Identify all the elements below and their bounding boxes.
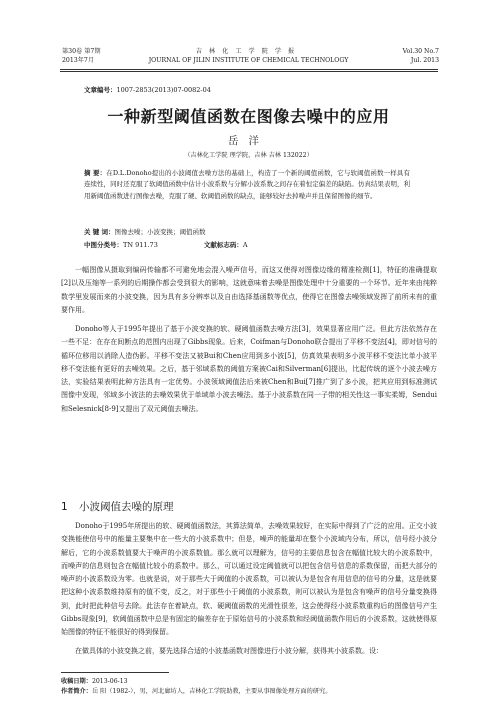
paper-title: 一种新型阈值函数在图像去噪中的应用 (107, 107, 390, 126)
article-number-value: 1007-2853(2013)07-0082-04 (116, 86, 211, 94)
clc-value: TN 911.73 (123, 241, 158, 249)
header-rule-bottom (60, 71, 438, 72)
volume-issue: 第30卷 第7期 (62, 48, 101, 55)
journal-name-cn: 吉林化工学院学报 (195, 48, 302, 55)
issue-date: 2013年7月 (62, 57, 95, 64)
abstract (84, 168, 410, 202)
issue-date-en: Jul. 2013 (410, 57, 439, 64)
section-heading (61, 499, 174, 514)
journal-name-en: JOURNAL OF JILIN INSTITUTE OF CHEMICAL TECHNOLOGY (148, 57, 349, 64)
footnote-received (61, 676, 128, 685)
abstract-label: 摘 要： (84, 169, 107, 177)
received-label: 收稿日期： (61, 678, 92, 685)
author-affiliation: （吉林化工学院 理学院，吉林 吉林 132022） (184, 152, 313, 159)
section-number: 1 (61, 501, 68, 513)
received-date: 2013-06-13 (91, 678, 128, 685)
footnote-rule (61, 672, 169, 673)
header-rule-top (60, 69, 438, 70)
classification-line (84, 240, 248, 249)
author-name: 岳洋 (228, 135, 269, 147)
author-bio-label: 作者简介： (61, 688, 92, 695)
author-bio-text: 岳 阳（1982-），男，河北廊坊人，吉林化工学院助教，主要从事图像处理方面的研究。 (91, 688, 332, 695)
keywords (84, 227, 206, 236)
doc-code-label: 文献标志码： (203, 241, 243, 249)
section-title: 小波阈值去噪的原理 (79, 501, 174, 513)
footnote-author-bio (61, 686, 331, 695)
volume-issue-en: Vol.30 No.7 (402, 48, 439, 55)
body-paragraph: 在做具体的小波变换之前，要先选择合适的小波基函数对图像进行小波分解，获得其小波系数。设： (75, 647, 383, 655)
keywords-label: 关 键 词： (84, 228, 115, 236)
article-number (84, 85, 211, 94)
journal-volume-info-en (403, 47, 439, 65)
doc-code-value: A (242, 241, 248, 249)
article-number-label: 文章编号： (84, 86, 117, 94)
body-paragraph: Donoho等人于1995年提出了基于小波变换的软、硬阈值函数去噪方法[3]，效果显著应用广泛。但此方法依然存在一些不足：在存在间断点的范围内出现了Gibbs现象。后来，Coifman与Donoho联合提出了平移不变法[4]，即对信号的循环位移用以消除人造伪影。平移不变法又被Bui和Chen应用到多小波[5]，仿真效果表明多小波平移不变法比单小波平移不变法能有更好的去噪效果。之后，基于邻域系数的阈值方案被Cai和Silverman[6]提出，比起传统的逐个小波去噪方法，实验结果表明此种方法具有一定优势。小波领域阈值法后来被Chen和Bui[7]推广到了多小波，把其应用到标准测试图像中发现，邻域多小波法的去噪效果优于单域单小波去噪法。基于小波系数在同一子带的相关性这一事实柔姆，Sendui和Selesnick[8-9]又提出了双元阈值去噪法。 (61, 325, 437, 413)
keywords-text: 图像去噪；小波变换；阈值函数 (114, 228, 206, 236)
abstract-text: 在D.L.Donoho提出的小波阈值去噪方法的基础上，构造了一个新的阈值函数，它与软阈值函数一样具有连续性，同时还克服了软阈值函数中估计小波系数与分解小波系数之间存在着恒定偏差的缺陷。仿真结果表明，利用新阈值函数进行图像去噪，克服了硬、软阈值函数的缺点，能够较好去掉噪声并且保留图像的细节。 (84, 169, 410, 200)
body-paragraph: Donoho于1995年所提出的软、硬阈值函数法，其算法简单，去噪效果较好，在实际中得到了广泛的应用。正交小波变换能使信号中的能量主要集中在一些大的小波系数中；但是，噪声的能量却在整个小波域内分布，所以，信号经小波分解后，它的小波系数值要大于噪声的小波系数值。那么就可以理解为，信号的主要信息包含在幅值比较大的小波系数中，而噪声的信息则包含在幅值比较小的系数中。那么，可以通过设定阈值就可以把包含信号信息的系数保留，而把大部分的噪声的小波系数设为零。也就是说，对于那些大于阈值的小波系数，可以被认为是包含有用信息的信号的分量，这是就要把这种小波系数维持原有的值不变，反之，对于那些小于阈值的小波系数，则可以被认为是包含有噪声的信号分量变换得到，此时把此种信号去除。此法存在着缺点，软、硬阈值函数的光滑性很差，这会使得经小波系数重构后的图像信号产生Gibbs现象[9]，软阈值函数中总是有固定的偏差存在于原始信号的小波系数和经阈值函数作用后的小波系数，这就使得原始图像的特征不能很好的得到保留。 (61, 522, 437, 637)
body-paragraph: 一幅图像从摄取到编码传输都不可避免地会混入噪声信号，而这又使得对图像边缘的精准检测[1]，特征的准确提取[2]以及压缩等一系列的后期操作都会受到很大的影响，这就意味着去噪是图像处理中十分重要的一个环节。近年来由纯粹数学里发展而来的小波变换，因为具有多分辨率以及自由选择基函数等优点，使得它在图像去噪领域发挥了前所未有的重要作用。 (61, 266, 437, 314)
clc-label: 中图分类号： (84, 241, 123, 249)
